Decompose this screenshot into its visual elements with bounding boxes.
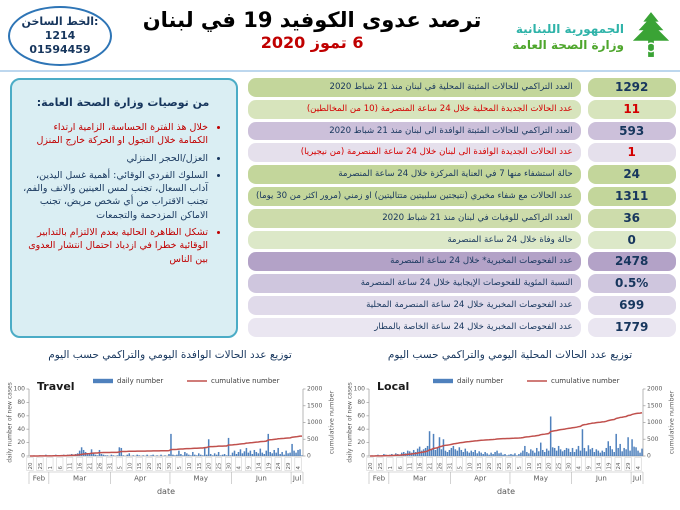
stat-row [248, 187, 676, 206]
stat-label: عدد الفحوصات المخبرية* خلال 24 ساعة المنصرمة [248, 252, 581, 271]
local-chart-caption: توزيع عدد الحالات المحلية اليومي والتراكمي حسب اليوم [387, 349, 633, 361]
stat-label: عدد الفحوصات المخبرية خلال 24 ساعة المنصرمة المحلية [248, 296, 581, 315]
stat-label: النسبة المئوية للفحوصات الإيجابية خلال 24 ساعة المنصرمة [248, 274, 581, 293]
ministry-name [512, 21, 624, 53]
stat-row [248, 296, 676, 315]
ministry-line1: الجمهورية اللبنانية [515, 21, 624, 36]
hotline-number-short: 1214 [44, 29, 76, 43]
stat-value: 699 [588, 296, 676, 315]
stat-row [248, 122, 676, 141]
stat-value: 0.5% [588, 274, 676, 293]
stat-label: العدد التراكمي للوفيات في لبنان منذ 21 شباط 2020 [248, 209, 581, 228]
stat-row [248, 78, 676, 97]
cedar-tree-icon [630, 10, 672, 64]
title-block [112, 4, 512, 52]
recommendations-list [22, 121, 224, 266]
travel-chart-caption: توزيع عدد الحالات الوافدة اليومي والتراكمي حسب اليوم [48, 349, 292, 361]
stat-label: عدد الحالات الجديدة الوافدة الى لبنان خلال 24 ساعة المنصرمة (من نيجيريا) [248, 143, 581, 162]
recommendations-title: من توصيات وزارة الصحة العامة: [36, 96, 210, 109]
travel-chart-canvas [3, 374, 337, 500]
stat-value: 1779 [588, 318, 676, 337]
stat-label: عدد الفحوصات المخبرية خلال 24 ساعة الخاصة بالمطار [248, 318, 581, 337]
stat-value: 0 [588, 231, 676, 250]
stat-row [248, 100, 676, 119]
stat-label: حالة وفاة خلال 24 ساعة المنصرمة [248, 231, 581, 250]
local-chart-canvas [343, 374, 677, 500]
stat-value: 36 [588, 209, 676, 228]
stat-row [248, 318, 676, 337]
hotline-badge [8, 6, 112, 66]
stat-label: العدد التراكمي للحالات المثبتة الوافدة الى لبنان منذ 21 شباط 2020 [248, 122, 581, 141]
header [0, 0, 680, 70]
stat-value: 24 [588, 165, 676, 184]
stat-row [248, 274, 676, 293]
stat-value: 1311 [588, 187, 676, 206]
stat-label: العدد التراكمي للحالات المثبتة المحلية في لبنان منذ 21 شباط 2020 [248, 78, 581, 97]
stat-label: عدد الحالات الجديدة المحلية خلال 24 ساعة المنصرمة (10 من المخالطين) [248, 100, 581, 119]
recommendation-item: • السلوك الفردي الوقائي: أهمية غسل اليدين، آداب السعال، تجنب لمس العينين والانف والفم، تجنب الاقتراب من أي شخص مريض، تجنب الاماكن المزدحمة والتجمعات [22, 169, 208, 222]
stat-label: حالة استشفاء منها 7 في العناية المركزة خلال 24 ساعة المنصرمة [248, 165, 581, 184]
stat-row [248, 143, 676, 162]
charts-row [0, 374, 680, 500]
stat-row [248, 165, 676, 184]
stat-value: 1 [588, 143, 676, 162]
recommendations-box [10, 78, 238, 338]
travel-chart [0, 374, 340, 500]
ministry-logo [512, 10, 672, 64]
recommendation-item: • خلال هذ الفترة الحساسة، الزامية ارتداء الكمامة خلال التجول او الحركة خارج المنزل [22, 121, 208, 148]
main-content [0, 72, 680, 338]
stat-row [248, 231, 676, 250]
stat-label: عدد الحالات مع شفاء مخبري (نتيجتين سلبيتين متتاليتين) او زمني (مرور اكثر من 30 يوما) [248, 187, 581, 206]
recommendation-item: • العزل/الحجر المنزلي [22, 152, 208, 165]
stat-value: 2478 [588, 252, 676, 271]
ministry-line2: وزارة الصحة العامة [512, 38, 624, 52]
chart-captions [0, 349, 680, 361]
stats-list [248, 78, 676, 338]
hotline-label: الخط الساخن: [21, 15, 99, 29]
hotline-number-long: 01594459 [29, 42, 91, 56]
stat-value: 11 [588, 100, 676, 119]
report-date: 6 تموز 2020 [260, 33, 364, 53]
stat-row [248, 252, 676, 271]
stat-value: 593 [588, 122, 676, 141]
recommendation-item: • تشكل الظاهرة الحالية بعدم الالتزام بالتدابير الوقائية خطرا في ازدياد احتمال انتشار العدوى بين الناس [22, 226, 208, 266]
stat-row [248, 209, 676, 228]
page-title: ترصد عدوى الكوفيد 19 في لبنان [142, 8, 482, 32]
stat-value: 1292 [588, 78, 676, 97]
local-chart [340, 374, 680, 500]
